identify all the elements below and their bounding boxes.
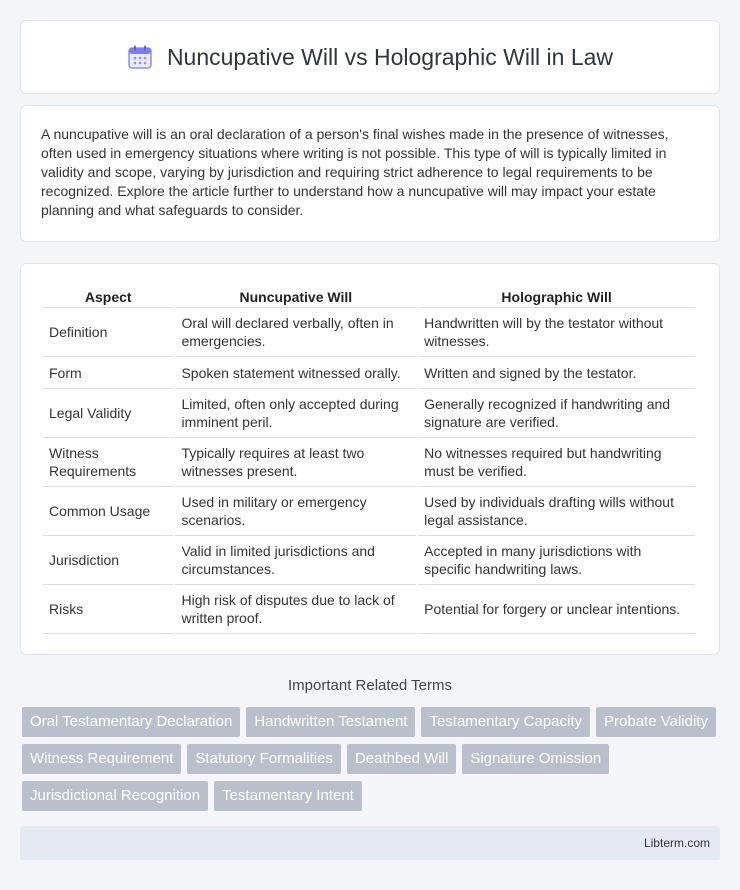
related-term-tag[interactable]: Probate Validity (596, 707, 716, 737)
related-term-tag[interactable]: Signature Omission (462, 744, 609, 774)
intro-card (20, 105, 720, 242)
related-term-tag[interactable]: Statutory Formalities (187, 744, 341, 774)
page-title: Nuncupative Will vs Holographic Will in Law (166, 43, 614, 70)
intro-text: A nuncupative will is an oral declaration of a person's final wishes made in the presence of witnesses, often used in emergency situations where writing is not possible. This type of will is typically limited in validity and scope, varying by jurisdiction and requiring strict adherence to legal requirements to be recognized. Explore the article further to understand how a nuncupative will may impact your estate planning and what safeguards to consider. (41, 126, 669, 218)
row-aspect: Jurisdiction (43, 536, 173, 585)
related-term-tag[interactable]: Deathbed Will (347, 744, 456, 774)
row-aspect: Common Usage (43, 487, 173, 536)
row-nuncupative: Typically requires at least two witnesses present. (175, 438, 416, 487)
row-aspect: Form (43, 357, 173, 389)
row-holographic: Generally recognized if handwriting and signature are verified. (418, 389, 695, 438)
row-nuncupative: Used in military or emergency scenarios. (175, 487, 416, 536)
row-holographic: Written and signed by the testator. (418, 357, 695, 389)
related-term-tag[interactable]: Jurisdictional Recognition (22, 781, 208, 811)
table-header-row (43, 284, 695, 308)
row-nuncupative: Valid in limited jurisdictions and circumstances. (175, 536, 416, 585)
row-holographic: Potential for forgery or unclear intentions. (418, 585, 695, 634)
related-terms-title: Important Related Terms (288, 677, 452, 694)
table-row (43, 389, 695, 438)
row-aspect: Risks (43, 585, 173, 634)
related-term-tag[interactable]: Handwritten Testament (246, 707, 415, 737)
table-row (43, 308, 695, 357)
related-term-tag[interactable]: Testamentary Capacity (421, 707, 590, 737)
header-nuncupative: Nuncupative Will (175, 284, 416, 308)
header-aspect: Aspect (43, 284, 173, 308)
table-row (43, 585, 695, 634)
row-holographic: Used by individuals drafting wills without legal assistance. (418, 487, 695, 536)
row-nuncupative: High risk of disputes due to lack of written proof. (175, 585, 416, 634)
row-aspect: Definition (43, 308, 173, 357)
calendar-icon (127, 44, 153, 70)
comparison-card (20, 263, 720, 655)
header-holographic: Holographic Will (418, 284, 695, 308)
table-row (43, 438, 695, 487)
comparison-table (41, 284, 697, 634)
related-term-tag[interactable]: Oral Testamentary Declaration (22, 707, 240, 737)
row-nuncupative: Oral will declared verbally, often in emergencies. (175, 308, 416, 357)
related-term-tag[interactable]: Witness Requirement (22, 744, 181, 774)
row-aspect: Witness Requirements (43, 438, 173, 487)
row-nuncupative: Limited, often only accepted during imminent peril. (175, 389, 416, 438)
related-terms-list (22, 707, 722, 811)
title-card (20, 20, 720, 94)
table-row (43, 536, 695, 585)
table-row (43, 357, 695, 389)
row-aspect: Legal Validity (43, 389, 173, 438)
footer-bar (20, 826, 720, 860)
row-holographic: Accepted in many jurisdictions with specific handwriting laws. (418, 536, 695, 585)
row-holographic: No witnesses required but handwriting must be verified. (418, 438, 695, 487)
table-row (43, 487, 695, 536)
footer-site-link[interactable]: Libterm.com (643, 836, 710, 850)
row-nuncupative: Spoken statement witnessed orally. (175, 357, 416, 389)
row-holographic: Handwritten will by the testator without witnesses. (418, 308, 695, 357)
related-term-tag[interactable]: Testamentary Intent (214, 781, 362, 811)
